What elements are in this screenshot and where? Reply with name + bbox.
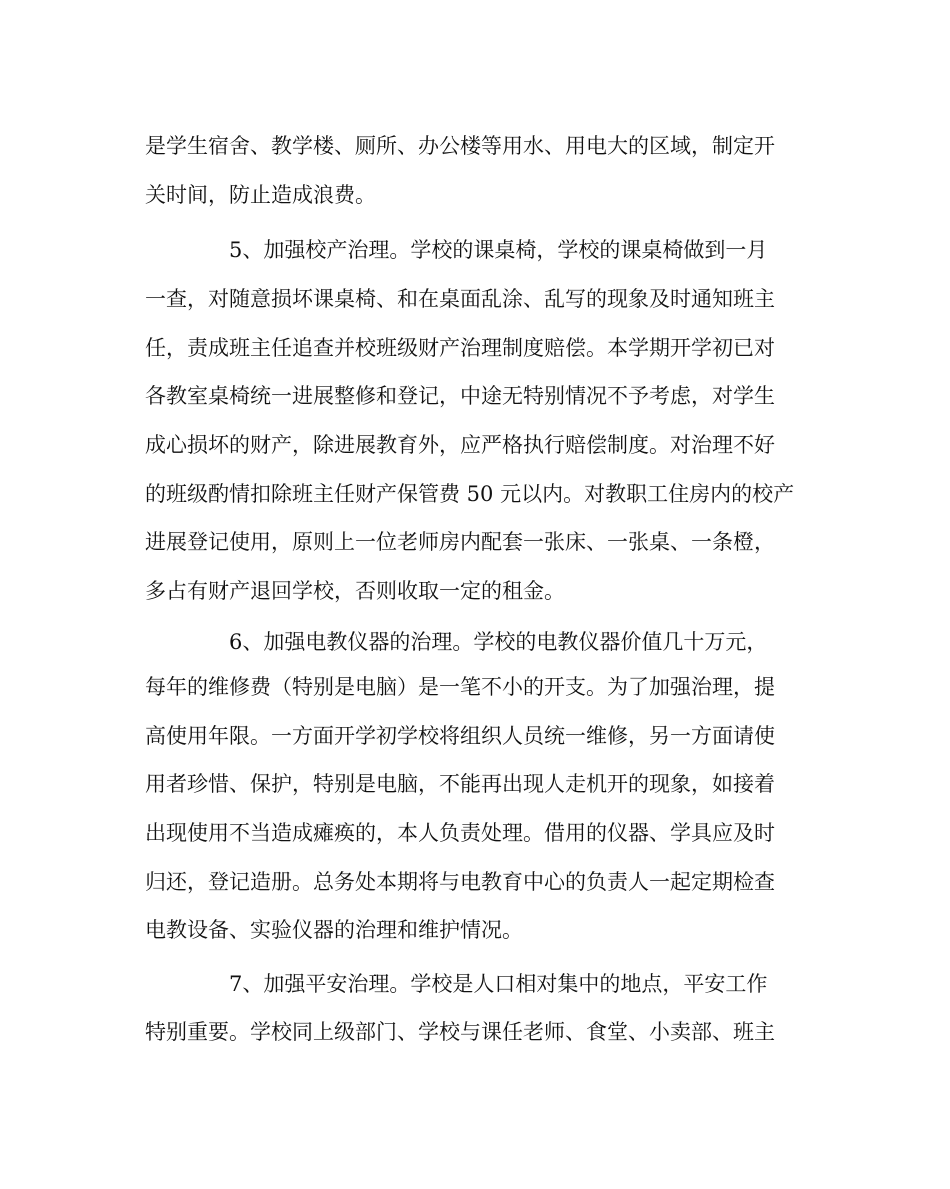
text-line: 出现使用不当造成瘫痪的，本人负责处理。借用的仪器、学具应及时	[145, 821, 775, 845]
text-line: 各教室桌椅统一进展整修和登记，中途无特别情况不予考虑，对学生	[145, 384, 775, 408]
text-line: 用者珍惜、保护，特别是电脑，不能再出现人走机开的现象，如接着	[145, 772, 775, 796]
text-line: 成心损坏的财产，除进展教育外，应严格执行赔偿制度。对治理不好	[145, 433, 775, 457]
paragraph-start-line: 5、加强校产治理。学校的课桌椅，学校的课桌椅做到一月	[229, 238, 768, 262]
text-line: 任，责成班主任追查并校班级财产治理制度赔偿。本学期开学初已对	[145, 336, 775, 360]
text-line: 每年的维修费（特别是电脑）是一笔不小的开支。为了加强治理，提	[145, 675, 775, 699]
text-line: 一查，对随意损坏课桌椅、和在桌面乱涂、乱写的现象及时通知班主	[145, 287, 775, 311]
text-line: 的班级酌情扣除班主任财产保管费 50 元以内。对教职工住房内的校产	[145, 482, 795, 506]
text-line: 是学生宿舍、教学楼、厕所、办公楼等用水、用电大的区域，制定开	[145, 134, 775, 158]
text-line: 高使用年限。一方面开学初学校将组织人员统一维修，另一方面请使	[145, 724, 775, 748]
text-line: 电教设备、实验仪器的治理和维护情况。	[145, 918, 523, 942]
text-line: 归还，登记造册。总务处本期将与电教育中心的负责人一起定期检查	[145, 870, 775, 894]
text-line: 关时间，防止造成浪费。	[145, 183, 376, 207]
text-line: 进展登记使用，原则上一位老师房内配套一张床、一张桌、一条橙，	[145, 530, 775, 554]
paragraph-start-line: 7、加强平安治理。学校是人口相对集中的地点，平安工作	[229, 972, 768, 996]
text-line: 多占有财产退回学校，否则收取一定的租金。	[145, 579, 565, 603]
paragraph-start-line: 6、加强电教仪器的治理。学校的电教仪器价值几十万元，	[229, 630, 768, 654]
text-line: 特别重要。学校同上级部门、学校与课任老师、食堂、小卖部、班主	[145, 1020, 775, 1044]
